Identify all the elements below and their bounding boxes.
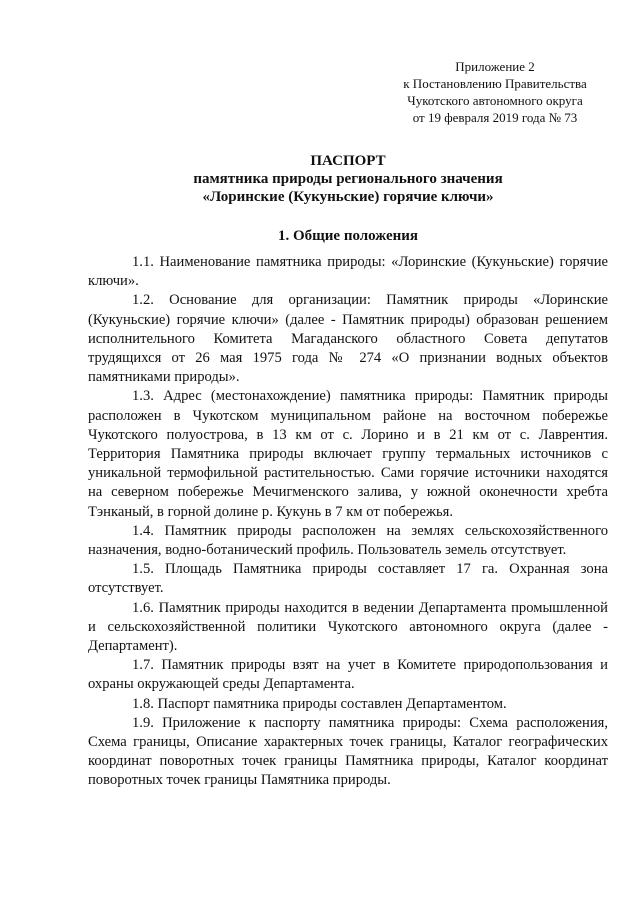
paragraph: 1.1. Наименование памятника природы: «Лоринские (Кукуньские) горячие ключи». bbox=[88, 254, 608, 290]
paragraph: 1.9. Приложение к паспорту памятника природы: Схема расположения, Схема границы, Описание характерных точек границы, Каталог географических координат поворотных точек границы Памятника природы, Каталог координат поворотных точек границы Памятника природы. bbox=[88, 714, 608, 789]
document-title bbox=[88, 152, 608, 206]
appendix-reference bbox=[380, 58, 610, 126]
paragraph: 1.4. Памятник природы расположен на землях сельскохозяйственного назначения, водно-ботанический профиль. Пользователь земель отсутствует. bbox=[88, 522, 608, 559]
section-body bbox=[88, 253, 608, 791]
paragraph: 1.2. Основание для организации: Памятник природы «Лоринские (Кукуньские) горячие ключи» (далее - Памятник природы) образован решением исполнительного Комитета Магаданского областного Совета депутатов трудящихся от 26 мая 1975 года № 274 «О признании водных объектов памятниками природы». bbox=[88, 292, 608, 386]
section-heading: 1. Общие положения bbox=[277, 228, 419, 244]
appendix-line: Чукотского автономного округа bbox=[407, 93, 583, 108]
paragraph: 1.6. Памятник природы находится в ведении Департамента промышленной и сельскохозяйственной политики Чукотского автономного округа (далее - Департамент). bbox=[88, 599, 608, 655]
paragraph: 1.8. Паспорт памятника природы составлен Департаментом. bbox=[132, 695, 507, 712]
title-line: памятника природы регионального значения bbox=[193, 171, 503, 187]
title-line: «Лоринские (Кукуньские) горячие ключи» bbox=[202, 189, 494, 205]
appendix-line: к Постановлению Правительства bbox=[403, 76, 587, 91]
appendix-line: Приложение 2 bbox=[455, 59, 535, 74]
paragraph: 1.7. Памятник природы взят на учет в Комитете природопользования и охраны окружающей среды Департамента. bbox=[88, 657, 608, 693]
paragraph: 1.5. Площадь Памятника природы составляет 17 га. Охранная зона отсутствует. bbox=[88, 561, 608, 597]
title-line: ПАСПОРТ bbox=[310, 153, 386, 169]
paragraph: 1.3. Адрес (местонахождение) памятника природы: Памятник природы расположен в Чукотском муниципальном районе на восточном побережье Чукотского полуострова, в 13 км от с. Лорино и в 21 км от с. Лаврентия. Территория Памятника природы включает группу термальных источников с уникальной термофильной растительностью. Сами горячие источники находятся на северном побережье Мечигменского залива, у южной оконечности хребта Тэнканый, в горной долине р. Кукунь в 7 км от побережья. bbox=[88, 388, 608, 520]
appendix-line: от 19 февраля 2019 года № 73 bbox=[412, 110, 578, 125]
